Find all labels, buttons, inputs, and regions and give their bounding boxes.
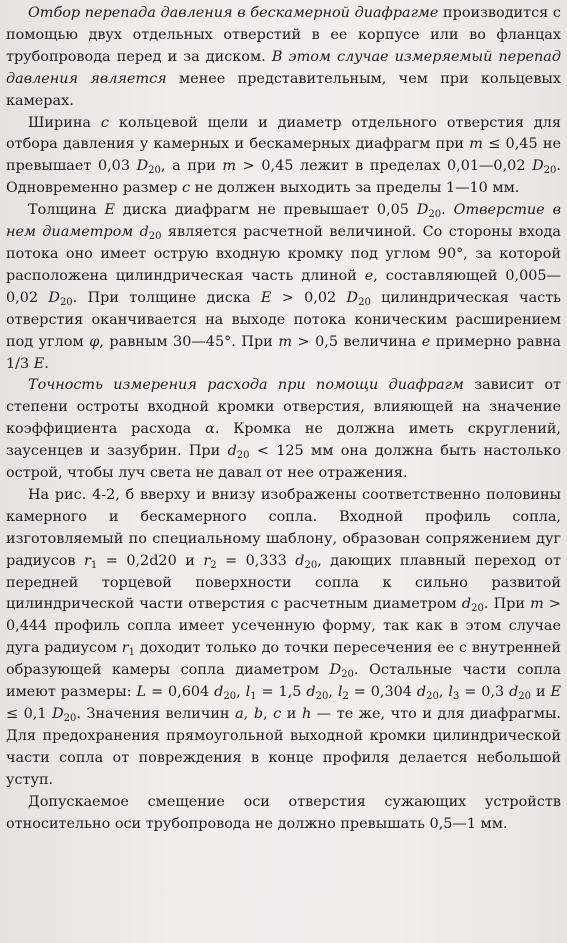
paragraph: На рис. 4-2, б вверху и внизу изображены соответственно половины камерного и бескамерного сопла. Входной профиль сопла, изготовляемый по специальному шаблону, образован сопряжением дуг радиусов $r_1 = 0,2d20$ и $r_2 = 0,333$ $d_{20}$, дающих плавный переход от передней торцевой поверхности сопла к сильно развитой цилиндрической части отверстия с расчетным диаметром $d_{20}$. При m > 0,444 профиль сопла имеет усеченную форму, так как в этом случае дуга радиусом $r_1$ доходит только до точки пересечения ее с внутренней образующей камеры сопла диаметром $D_{20}$. Остальные части сопла имеют размеры: L = 0,604 $d_{20}$, $l_1 = 1,5$ $d_{20}$, $l_2 = 0,304$ $d_{20}$, $l_3 = 0,3$ $d_{20}$ и E ≤ 0,1 $D_{20}$. Значения величин a, b, c и h — те же, что и для диафрагмы. Для предохранения прямоугольной выходной кромки цилиндрической части сопла от повреждения в конце профиля делается небольшой уступ. [6, 486, 562, 788]
paragraph: Точность измерения расхода при помощи диафрагм зависит от степени остроты входной кромки отверстия, влияющей на значение коэффициента расхода α. Кромка не должна иметь скруглений, заусенцев и зазубрин. При $d_{20} < 125$ мм она должна быть настолько острой, чтобы луч света не давал от нее отражения. [6, 377, 562, 482]
paragraph: Ширина c кольцевой щели и диаметр отдельного отверстия для отбора давления у камерных и бескамерных диафрагм при m ≤ 0,45 не превышает 0,03 $D_{20}$, а при m > 0,45 лежит в пределах 0,01—0,02 $D_{20}$. Одновременно размер c не должен выходить за пределы 1—10 мм. [6, 114, 561, 197]
paragraph: Отбор перепада давления в бескамерной диафрагме производится с помощью двух отдельных отверстий в ее корпусе или во фланцах трубопровода перед и за диском. В этом случае измеряемый перепад давления является менее представительным, чем при кольцевых камерах. [6, 5, 561, 109]
paragraph: Допускаемое смещение оси отверстия сужающих устройств относительно оси трубопровода не должно превышать 0,5—1 мм. [6, 793, 561, 832]
paragraph: Толщина E диска диафрагм не превышает 0,05 $D_{20}$. Отверстие в нем диаметром $d_{20}$ является расчетной величиной. Со стороны входа потока оно имеет острую входную кромку под углом 90°, за которой расположена цилиндрическая часть длиной e, составляющей 0,005—0,02 $D_{20}$. При толщине диска E > 0,02 $D_{20}$ цилиндрическая часть отверстия оканчивается на выходе потока коническим расширением под углом φ, равным 30—45°. При m > 0,5 величина e примерно равна 1/3 E. [6, 202, 562, 372]
